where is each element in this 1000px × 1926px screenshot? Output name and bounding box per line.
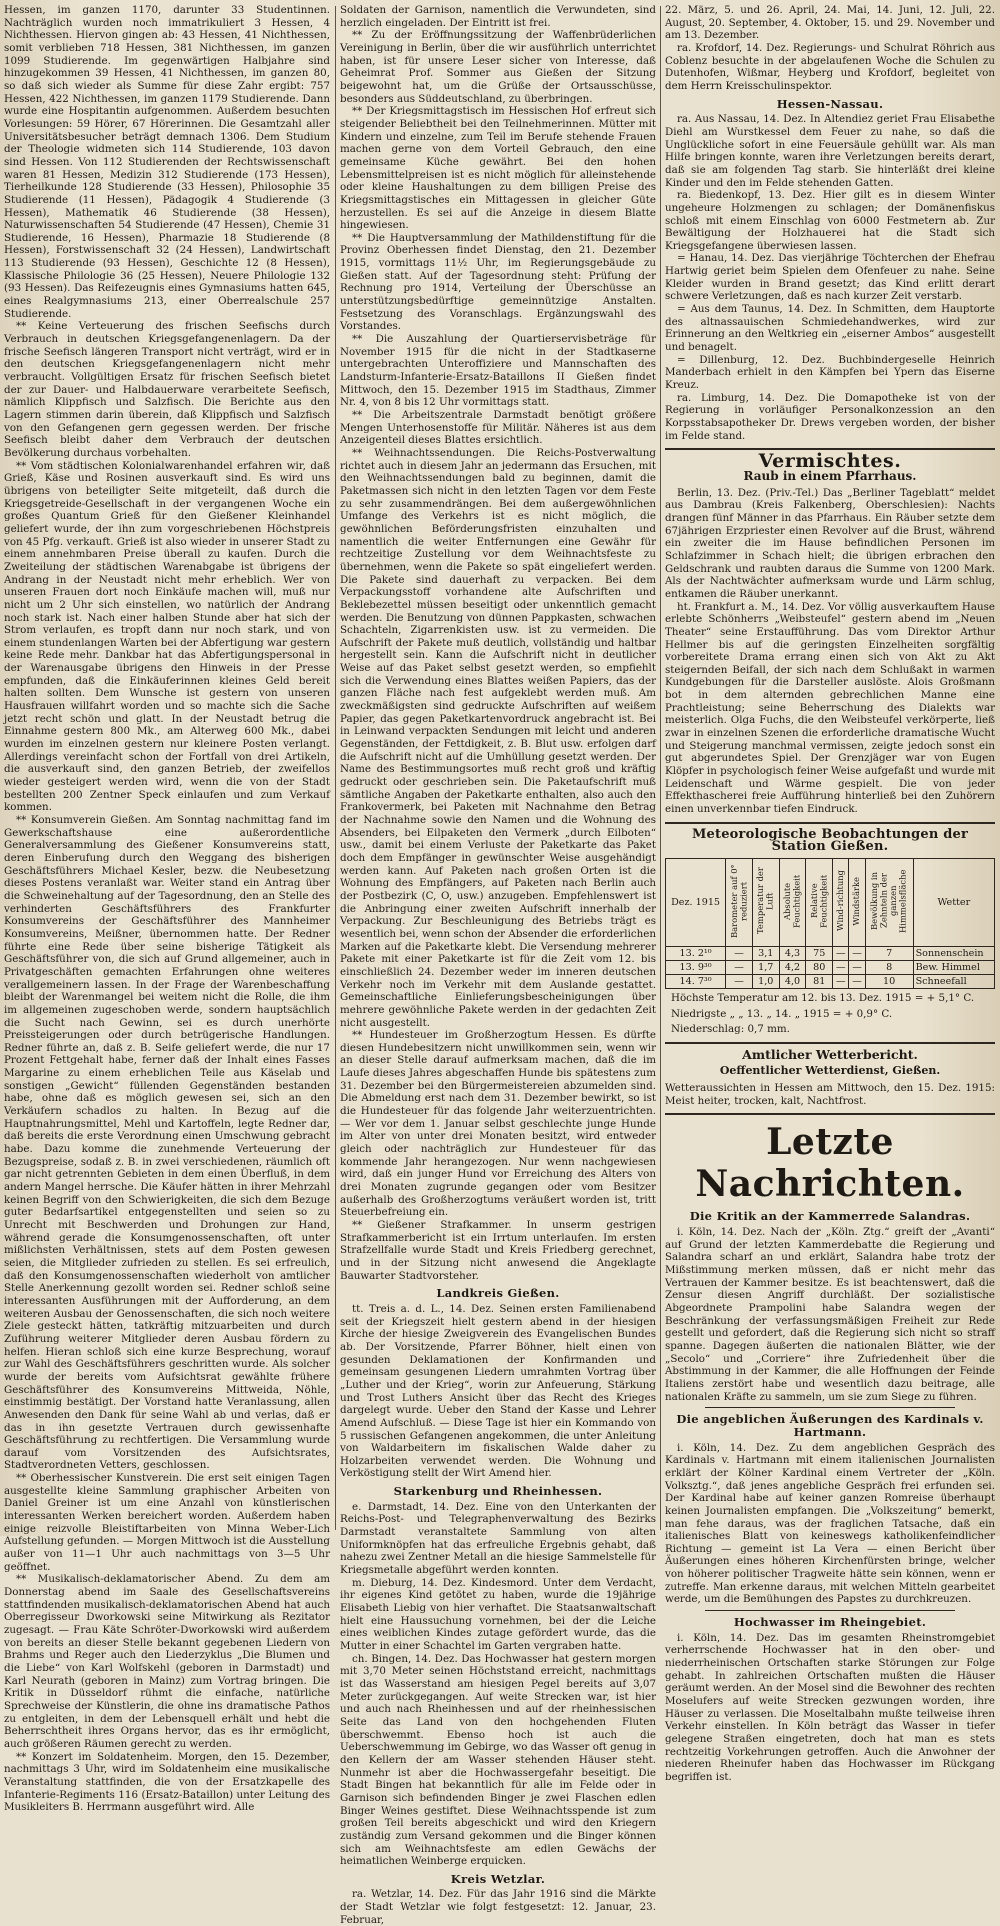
article-paragraph: ** Keine Verteuerung des frischen Seefischs durch Verbrauch in deutschen Kriegsgefangenenlagern. Da der frische Seefisch längeren Transport nicht verträgt, wird er in den deutschen Kriegsgefangenenlagern nicht mehr verbraucht. Vollgültigen Ersatz für frischen Seefisch bietet der zur Dauer- und Halbdauerware verarbeitete Seefisch, nämlich Klippfisch und Salzfisch. Die Berichte aus den Lagern stimmen darin überein, daß Klippfisch und Salzfisch von den Gefangenen gern gegessen werden. Der frische Seefisch bleibt daher dem Verbrauch der deutschen Bevölkerung durchaus vorbehalten.	[4, 320, 330, 459]
weather-stats	[665, 992, 995, 1036]
weather-col-header	[833, 859, 849, 947]
article-paragraph: ** Oberhessischer Kunstverein. Die erst seit einigen Tagen ausgestellte kleine Sammlung graphischer Arbeiten von Daniel Greiner ist um eine Anzahl von künstlerischen interessanten Werken bereichert worden. Außerdem haben einige reizvolle Bleistiftarbeiten von Minna Weber-Lich Aufstellung gefunden. — Morgen Mittwoch ist die Ausstellung außer von 11—1 Uhr auch nachmittags von 3—5 Uhr geöffnet.	[4, 1472, 330, 1573]
article-paragraph: ** Weihnachtssendungen. Die Reichs-Postverwaltung richtet auch in diesem Jahr an jedermann das Ersuchen, mit den Weihnachtssendungen bald zu beginnen, damit die Paketmassen sich nicht in den letzten Tagen vor dem Feste zu sehr zusammendrängen. Bei dem außergewöhnlichen Umfange des Verkehrs ist es nicht möglich, die gewöhnlichen Beförderungsfristen einzuhalten und namentlich die weiter Entfernungen eine Gewähr für rechtzeitige Zustellung vor dem Weihnachtsfeste zu übernehmen, wenn die Pakete so spät eingeliefert werden. Die Pakete sind dauerhaft zu verpacken. Bei dem Verpackungsstoff vorhandene alte Aufschriften und Beklebezettel müssen beseitigt oder unkenntlich gemacht werden. Die Benutzung von dünnen Pappkasten, schwachen Schachteln, Zigarrenkisten usw. ist zu vermeiden. Die Aufschrift der Pakete muß deutlich, vollständig und haltbar hergestellt sein. Kann die Aufschrift nicht in deutlicher Weise auf das Paket selbst gesetzt werden, so empfiehlt sich die Verwendung eines Blattes weißen Papiers, das der ganzen Fläche nach fest aufgeklebt werden muß. Am zweckmäßigsten sind gedruckte Aufschriften auf weißem Papier, das gegen Paketkartenvordruck angebracht ist. Bei in Leinwand verpackten Sendungen mit leicht und anderen Gegenständen, der Fettdigkeit, z. B. Blut usw. erfolgen darf die Aufschrift nicht auf die Umhüllung gesetzt werden. Der Name des Bestimmungsortes muß recht groß und kräftig gedruckt oder geschrieben sein. Die Paketaufschrift muß sämtliche Angaben der Paketkarte enthalten, also auch den Frankovermerk, bei Paketen mit Nachnahme den Betrag der Nachnahme sowie den Namen und die Wohnung des Absenders, bei Eilpaketen den Vermerk „durch Eilboten“ usw., damit bei einem Verluste der Paketkarte das Paket doch dem Empfänger in gewünschter Weise ausgehändigt werden kann. Auf Paketen nach großen Orten ist die Wohnung des Empfängers, auf Paketen nach Berlin auch der Postbezirk (C, O, usw.) anzugeben. Empfehlenswert ist die Anbringung einer zweiten Aufschrift innerhalb der Verpackung. Zur Beschleunigung des Betriebs trägt es wesentlich bei, wenn schon der Absender die erforderlichen Marken auf die Paketkarte klebt. Die Versendung mehrerer Pakete mit einer Paketkarte ist für die Zeit vom 12. bis einschließlich 24. Dezember weder im inneren deutschen Verkehr noch im Verkehr mit dem Auslande gestattet. Gemeinschaftliche Einlieferungsbescheinigungen über mehrere gewöhnliche Pakete werden in der gedachten Zeit nicht ausgestellt.	[340, 446, 656, 1029]
weather-col-header	[752, 859, 779, 947]
weather-cell: Bew. Himmel	[913, 961, 994, 975]
weather-cell: 13. 9³⁰	[666, 961, 726, 975]
article-paragraph: ra. Wetzlar, 14. Dez. Für das Jahr 1916 sind die Märkte der Stadt Wetzlar wie folgt festgesetzt: 12. Januar, 23. Februar,	[340, 1888, 656, 1926]
article-paragraph: e. Darmstadt, 14. Dez. Eine von den Unterkanten der Reichs-Post- und Telegraphenverwaltung des Bezirks Darmstadt veranstaltete Sammlung von alten Uniformknöpfen hat das erfreuliche Ergebnis gehabt, daß nahezu zwei Zentner Metall an die hiesige Sammelstelle für Kriegsmetalle abgeführt werden konnten.	[340, 1500, 656, 1577]
article-paragraph: ** Gießener Strafkammer. In unserm gestrigen Strafkammerbericht ist ein Irrtum unterlaufen. Im ersten Strafzellfalle wurde Stadt und Kreis Friedberg gerechnet, und in der Sitzung nicht anwesend die Angeklagte Bauwarter Stadtvorsteher.	[340, 1219, 656, 1282]
news-divider	[705, 1407, 955, 1408]
article-paragraph: ** Zu der Eröffnungssitzung der Waffenbrüderlichen Vereinigung in Berlin, über die wir ausführlich unterrichtet haben, ist für unsere Leser sicher von Interesse, daß Geheimrat Prof. Sommer aus Gießen der Sitzung beigewohnt hat, um die Grüße der Ortsausschüsse, besonders aus Süddeutschland, zu überbringen.	[340, 29, 656, 105]
weather-col-header-text: Wetter	[937, 897, 971, 908]
weather-cell: —	[849, 947, 865, 961]
column-rule	[335, 6, 336, 1530]
weather-cell: 10	[865, 975, 913, 989]
column-rule	[660, 6, 661, 1530]
weather-row	[666, 947, 995, 961]
weather-col-header-text: Dez. 1915	[671, 897, 721, 908]
weather-cell: Sonnenschein	[913, 947, 994, 961]
weather-service: Oeffentlicher Wetterdienst, Gießen.	[719, 1064, 941, 1078]
section-divider	[665, 822, 995, 824]
article-paragraph: i. Köln, 14. Dez. Zu dem angeblichen Gespräch des Kardinals v. Hartmann mit einem italienischen Journalisten erklärt der Kölner Kardinal einem Vertreter der „Köln. Volksztg.“, daß jenes angebliche Gespräch frei erfunden sei. Der Kardinal habe auf keiner ganzen Romreise überhaupt keinen Journalisten empfangen. Die „Volkszeitung“ bemerkt, man fehe daraus, was der fraglichen Tatsache, daß ein italienisches Blatt von keineswegs katholikenfeindlicher Richtung — gemeint ist La Vera — einen Bericht über Äußerungen eines höheren Kirchenfürsten bringe, welcher von höherer politischer Tragweite hätte sein können, wenn er zutreffe. Man erkenne daraus, mit welchen Mitteln gearbeitet werde, um die Bemühungen des Papstes zu durchkreuzen.	[665, 1441, 995, 1606]
weather-cell: 7	[865, 947, 913, 961]
weather-col-header	[865, 859, 913, 947]
article-paragraph: ** Der Kriegsmittagstisch im Hessischen Hof erfreut sich steigender Beliebtheit bei den Teilnehmerinnen. Mütter mit Kindern und einzelne, zum Teil im Berufe stehende Frauen machen gerne von dem Vorteil Gebrauch, den eine gemeinsame Küche gewährt. Bei den hohen Lebensmittelpreisen ist es nicht möglich für alleinstehende oder kleine Haushaltungen zu dem billigen Preise des Kriegsmittagstisches ein Mittagessen in gleicher Güte herzustellen. Es sei auf die Anzeige in diesem Blatte hingewiesen.	[340, 105, 656, 232]
weather-stat-line: Höchste Temperatur am 12. bis 13. Dez. 1915 = + 5,1° C.	[671, 992, 975, 1004]
section-heading-wetzlar: Kreis Wetzlar.	[450, 1871, 546, 1886]
section-divider	[665, 1042, 995, 1044]
news-heading: Die angeblichen Äußerungen des Kardinals v. Hartmann.	[676, 1412, 984, 1439]
weather-col-header-text: Relative Feuchtigkeit	[808, 874, 829, 928]
weather-col-header	[779, 859, 806, 947]
weather-table-title: Meteorologische Beobachtungen der Station Gießen.	[691, 826, 969, 855]
weather-report-title: Amtlicher Wetterbericht.	[742, 1046, 918, 1062]
article-paragraph: ** Hundesteuer im Großherzogtum Hessen. Es dürfte diesen Hundebesitzern nicht unwillkommen sein, wenn wir an dieser Stelle darauf aufmerksam machen, daß die im Laufe dieses Jahres abgeschaffen Hunde bis spätestens zum 31. Dezember bei den Bürgermeistereien abzumelden sind. Die Abmeldung erst nach dem 31. Dezember bewirkt, so ist die Hundesteuer für das folgende Jahr weiterzuentrichten. — Wer vor dem 1. Januar selbst geschlechte junge Hunde im Alter von unter drei Monaten besitzt, wird entweder gleich oder nachträglich zur Hundesteuer für das kommende Jahr herangezogen. Nur wenn nachgewiesen wird, daß ein junger Hund vor Erreichung des Alters von drei Monaten zugrunde gegangen oder vom Besitzer außerhalb des Großherzogtums veräußert worden ist, tritt Steuerbefreiung ein.	[340, 1029, 656, 1219]
article-paragraph: m. Dieburg, 14. Dez. Kindesmord. Unter dem Verdacht, ihr eigenes Kind getötet zu haben, wurde die 19jährige Elisabeth Liebig von hier verhaftet. Die Staatsanwaltschaft hielt eine Haussuchung vornehmen, bei der die Leiche eines weiblichen Kindes zutage gefördert wurde, das die Mutter in einer Schachtel im Garten vergraben hatte.	[340, 1576, 656, 1652]
weather-table	[665, 858, 995, 989]
column-right	[665, 4, 995, 1783]
weather-cell: Schneefall	[913, 975, 994, 989]
weather-cell: —	[726, 975, 753, 989]
article-paragraph: = Dillenburg, 12. Dez. Buchbindergeselle Heinrich Manderbach erhielt in den Kämpfen bei Ypern das Eiserne Kreuz.	[665, 353, 995, 392]
weather-col-header	[726, 859, 753, 947]
column-left	[4, 4, 330, 1814]
weather-cell: 80	[806, 961, 833, 975]
article-paragraph: ht. Frankfurt a. M., 14. Dez. Vor völlig ausverkauftem Hause erlebte Schönherrs „Weibsteufel“ gestern abend im „Neuen Theater“ seine Erstaufführung. Das vom Direktor Arthur Hellmer bis auf die geringsten Einzelheiten sorgfältig vorbereitete Drama errang einen sich von Akt zu Akt steigernden Beifall, der sich nach dem Schlußakt in warmen Kundgebungen für die Darsteller auslöste. Alois Großmann bot in dem alternden gebrechlichen Manne eine Prachtleistung; seine Beherrschung des Dialekts war meisterlich. Olga Fuchs, die den Weibsteufel verkörperte, ließ zwar in einzelnen Szenen die erforderliche dramatische Wucht und Steigerung manchmal vermissen, zeigte jedoch sonst ein gut abgerundetes Spiel. Der Grenzjäger war von Eugen Klöpfer in psychologisch feiner Weise aufgefaßt und wurde mit Leidenschaft und Wärme gespielt. Die von jeder Effekthascherei freie Aufführung hinterließ bei den Zuhörern einen unverkennbar tiefen Eindruck.	[665, 600, 995, 816]
section-heading-landkreis: Landkreis Gießen.	[436, 1286, 560, 1301]
article-paragraph: ra. Biedenkopf, 13. Dez. Hier gilt es in diesem Winter ungeheure Holzmengen zu schlagen; der Domänenfiskus schloß mit einem Einschlag von 6000 Festmetern ab. Zur Bewältigung der Holzhauerei hat die Stadt sich Kriegsgefangene überwiesen lassen.	[665, 189, 995, 252]
weather-col-header-text: Wind-richtung	[835, 870, 846, 932]
article-paragraph: Berlin, 13. Dez. (Priv.-Tel.) Das „Berliner Tageblatt“ meldet aus Dambrau (Kreis Falkenberg, Oberschlesien): Nachts drangen fünf Männer in das Pfarrhaus. Ein Räuber setzte dem 67jährigen Erzpriester einen Revolver auf die Brust, während ein zweiter die im Hause befindlichen Personen im Schlafzimmer in Schach hielt; die übrigen erbrachen den Geldschrank und raubten daraus die Summe von 1200 Mark. Als der Nachtwächter aufmerksam wurde und Lärm schlug, entkamen die Räuber unerkannt.	[665, 486, 995, 600]
weather-cell: 8	[865, 961, 913, 975]
subheading-raub: Raub in einem Pfarrhaus.	[743, 468, 917, 483]
weather-cell: 4,0	[779, 975, 806, 989]
column-middle	[340, 4, 656, 1926]
weather-cell: —	[849, 961, 865, 975]
article-paragraph: Hessen, im ganzen 1170, darunter 33 Studentinnen. Nachträglich wurden noch immatrikuliert 3 Hessen, 4 Nichthessen. Hiervon gingen ab: 43 Hessen, 41 Nichthessen, somit verblieben 718 Hessen, 381 Nichthessen, im ganzen 1099 Studierende. Im gegenwärtigen Halbjahre sind hinzugekommen 39 Hessen, 41 Nichthessen, im ganzen 80, so daß sich wieder als Summe für diese Zahr ergibt: 757 Hessen, 422 Nichthessen, im ganzen 1179 Studierende. Dann wurde eine Hospitantin aufgenommen. Außerdem besuchten Vorlesungen: 59 Hörer, 67 Hörerinnen. Die Gesamtzahl aller Universitätsbesucher beträgt demnach 1306. Dem Studium der Theologie widmeten sich 114 Studierende, 103 davon sind Hessen. Von 112 Studierenden der Rechtswissenschaft waren 81 Hessen, Medizin 312 Studierende (173 Hessen), Tierheilkunde 128 Studierende (33 Hessen), Philosophie 35 Studierende (11 Hessen), Pädagogik 4 Studierende (3 Hessen), Mathematik 46 Studierende (38 Hessen), Naturwissenschaften 54 Studierende (47 Hessen), Chemie 31 Studierende, 16 Hessen), Pharmazie 18 Studierende (8 Hessen), Forstwissenschaft 32 (24 Hessen), Landwirtschaft 113 Studierende (93 Hessen), Geschichte 12 (8 Hessen), Klassische Philologie 36 (25 Hessen), Neuere Philologie 132 (93 Hessen). Das Reifezeugnis eines Gymnasiums hatten 645, eines Realgymnasiums 213, einer Oberrealschule 257 Studierende.	[4, 4, 330, 320]
section-heading-hessen-nassau: Hessen-Nassau.	[776, 96, 884, 111]
article-paragraph: = Hanau, 14. Dez. Das vierjährige Töchterchen der Ehefrau Hartwig geriet beim Spielen dem Ofenfeuer zu nahe. Seine Kleider wurden in Brand gesetzt; das Kind erlitt derart schwere Verletzungen, daß es nach kurzer Zeit verstarb.	[665, 252, 995, 303]
weather-cell: —	[726, 961, 753, 975]
weather-stat-line: Niederschlag: 0,7 mm.	[671, 1023, 790, 1036]
weather-cell: 81	[806, 975, 833, 989]
weather-stat-line: Niedrigste „ „ 13. „ 14. „ 1915 = + 0,9° C.	[671, 1007, 893, 1020]
article-paragraph: = Aus dem Taunus, 14. Dez. In Schmitten, dem Hauptorte des altnassauischen Schmiedehandwerkes, wird zur Erinnerung an den Weltkrieg ein „eiserner Ambos“ ausgestellt und benagelt.	[665, 303, 995, 354]
weather-cell: —	[726, 947, 753, 961]
weather-col-header	[806, 859, 833, 947]
article-paragraph: ra. Krofdorf, 14. Dez. Regierungs- und Schulrat Röhrich aus Coblenz besuchte in der abgelaufenen Woche die Schulen zu Dutenhofen, Wißmar, Heyberg und Krofdorf, begleitet von dem Herrn Kreisschulinspektor.	[665, 41, 995, 92]
weather-row	[666, 961, 995, 975]
article-paragraph: i. Köln, 14. Dez. Das im gesamten Rheinstromgebiet verherrschende Hochwasser hat in den ober- und niederrheinischen Ortschaften starke Störungen zur Folge gehabt. In zahlreichen Ortschaften mußten die Häuser geräumt werden. An der Mosel sind die Bewohner des rechten Moselufers auf weite Strecken gezwungen worden, ihre Häuser zu verlassen. Die Moseltalbahn mußte teilweise ihren Verkehr einstellen. In Köln beträgt das Wasser in tiefer gelegene Straßen eingetreten, doch hat man es stets rechtzeitig Vorkehrungen getroffen. Auch die Anwohner der niederen Rheinufer haben das Hochwasser im Rückgang begriffen ist.	[665, 1631, 995, 1783]
article-paragraph: ** Die Arbeitszentrale Darmstadt benötigt größere Mengen Unterhosenstoffe für Militär. Näheres ist aus dem Anzeigenteil dieses Blattes ersichtlich.	[340, 409, 656, 447]
weather-cell: —	[833, 961, 849, 975]
weather-col-header	[666, 859, 726, 947]
weather-forecast: Wetteraussichten in Hessen am Mittwoch, den 15. Dez. 1915: Meist heiter, trocken, kalt, Nachtfrost.	[665, 1082, 995, 1107]
news-divider	[705, 1610, 955, 1611]
news-heading: Die Kritik an der Kammerrede Salandras.	[689, 1209, 971, 1224]
article-paragraph: ** Die Auszahlung der Quartierservisbeträge für November 1915 für die nicht in der Stadtkaserne untergebrachten Unteroffiziere und Mannschaften des Landsturm-Infanterie-Ersatz-Bataillons II Gießen findet Mittwoch, den 15. Dezember 1915 im Stadthaus, Zimmer Nr. 4, von 8 bis 12 Uhr vormittags statt.	[340, 333, 656, 409]
weather-col-header-text: Bewölkung in Zehnteln der ganzen Himmelsfläche	[869, 869, 908, 933]
article-paragraph: ** Musikalisch-deklamatorischer Abend. Zu dem am Donnerstag abend im Saale des Gesellschaftsvereins stattfindenden musikalisch-deklamatorischen Abend hat auch Oberregisseur Dworkowski seine Mitwirkung als Rezitator zugesagt. — Frau Käte Schröter-Dworkowski wird außerdem von bereits an dieser Stelle bekannt gegebenen Liedern von Brahms und Reger auch den Liederzyklus „Die Blumen und die Liebe“ von Karl Wolfskehl (geboren in Darmstadt) und Karl Neurath (geboren in Mainz) zum Vortrag bringen. Die Kritik in Düsseldorf rühmt die einfache, natürliche Sprechweise der Künstlerin, die ohne ins dramatische Pathos zu entgleiten, in dem der Lebensquell erhält und hebt die Beherrschtheit ihres Organs hervor, das es ihr ermöglicht, auch größeren Räumen gerecht zu werden.	[4, 1573, 330, 1750]
weather-cell: 75	[806, 947, 833, 961]
section-title-letzte-nachrichten: Letzte Nachrichten.	[695, 1121, 965, 1206]
weather-row	[666, 975, 995, 989]
article-paragraph: ch. Bingen, 14. Dez. Das Hochwasser hat gestern morgen mit 3,70 Meter seinen Höchststand erreicht, nachmittags ist das Wasserstand am hiesigen Pegel bereits auf 3,07 Meter zurückgegangen. Auf weite Strecken war, ist hier und auch nach Rheinhessen und auf der rheinhessischen Seite das Land von den hochgehenden Fluten überschwemmt. Ebenso hoch ist auch die Ueberschwemmung im Gebirge, wo das Wasser oft genug in den Kellern der am Wasser stehenden Häuser steht. Nunmehr ist aber die Hochwassergefahr beseitigt. Die Stadt Bingen hat bekanntlich für alle im Felde oder in Garnison sich befindenden Binger je zwei Flaschen edlen Binger Weines gestiftet. Diese Weihnachtsspende ist zum großen Teil bereits abgeschickt und wird den Kriegern zuständig zum Versand gekommen und die Binger können sich am Weihnachtsfeste am edlen Gewächs der heimatlichen Weinberge erquicken.	[340, 1652, 656, 1868]
article-paragraph: ra. Aus Nassau, 14. Dez. In Altendiez geriet Frau Elisabethe Diehl am Wurstkessel dem Feuer zu nahe, so daß die Unglückliche sofort in eine Feuersäule gehüllt war. Als man Hilfe bringen konnte, waren ihre Verletzungen bereits derart, daß sie am folgenden Tag starb. Sie hinterläßt drei kleine Kinder und den im Felde stehenden Gatten.	[665, 113, 995, 189]
article-paragraph: ** Konzert im Soldatenheim. Morgen, den 15. Dezember, nachmittags 3 Uhr, wird im Soldatenheim eine musikalische Veranstaltung stattfinden, die von der Ersatzkapelle des Infanterie-Regiments 116 (Ersatz-Bataillon) unter Leitung des Musikleiters B. Herrmann ausgeführt wird. Alle	[4, 1750, 330, 1814]
weather-cell: 3,1	[752, 947, 779, 961]
section-heading-starkenburg: Starkenburg und Rheinhessen.	[393, 1484, 603, 1499]
section-title-vermischtes: Vermischtes.	[758, 450, 902, 473]
weather-cell: 13. 2¹⁰	[666, 947, 726, 961]
weather-cell: 1,0	[752, 975, 779, 989]
article-paragraph: 22. März, 5. und 26. April, 24. Mai, 14. Juni, 12. Juli, 22. August, 20. September, 4. Oktober, 15. und 29. November und am 13. Dezember.	[665, 4, 995, 42]
article-paragraph: ra. Limburg, 14. Dez. Die Domapotheke ist von der Regierung in vorläufiger Personalkonzession an den Korpsstabsapotheker Dr. Drews vergeben worden, der bisher im Felde stand.	[665, 391, 995, 442]
weather-col-header-text: Barometer auf 0° reduziert	[728, 864, 749, 938]
news-heading: Hochwasser im Rheingebiet.	[733, 1615, 927, 1630]
weather-col-header-text: Temperatur der Luft	[755, 867, 775, 935]
article-paragraph: ** Die Hauptversammlung der Mathildenstiftung für die Provinz Oberhessen findet Dienstag, den 21. Dezember 1915, vormittags 11½ Uhr, im Regierungsgebäude zu Gießen statt. Auf der Tagesordnung steht: Prüfung der Rechnung pro 1914, Verteilung der Überschüsse an unterstützungsbedürftige gemeinnützige Anstalten. Festsetzung des Voranschlags. Ergänzungswahl des Vorstandes.	[340, 231, 656, 333]
article-paragraph: i. Köln, 14. Dez. Nach der „Köln. Ztg.“ greift der „Avanti“ auf Grund der letzten Kammerdebatte die Regierung und Salandra scharf an und erklärt, Salandra habe trotz der Mißstimmung merken müssen, daß er nicht mehr das Vertrauen der Kammer besitze. Es ist beachtenswert, daß die Zensur diesen Angriff durchläßt. Der sozialistische Abgeordnete Prampolini habe Salandra wegen der Beschränkung der verfassungsmäßigen Freiheit zur Rede gestellt und gefordert, daß die Regierung sich nicht so straff spanne. Dagegen äußerten die nationalen Blätter, wie der „Secolo“ und „Corriere“ ihre Zufriedenheit über die Abstimmung in der Kammer, die alle Hoffnungen der Feinde Italiens zerstört habe und wesentlich dazu beitrage, alle nationalen Kräfte zu sammeln, um sie zum Siege zu führen.	[665, 1226, 995, 1403]
weather-cell: 4,2	[779, 961, 806, 975]
weather-col-header-text: Absolute Feuchtigkeit	[782, 874, 802, 928]
weather-col-header	[913, 859, 994, 947]
weather-cell: —	[833, 975, 849, 989]
weather-col-header-text: Windstärke	[851, 876, 862, 926]
weather-cell: —	[833, 947, 849, 961]
section-divider	[665, 1113, 995, 1115]
weather-cell: 4,3	[779, 947, 806, 961]
weather-cell: 1,7	[752, 961, 779, 975]
article-paragraph: Soldaten der Garnison, namentlich die Verwundeten, sind herzlich eingeladen. Der Eintritt ist frei.	[340, 4, 656, 29]
weather-cell: 14. 7³⁰	[666, 975, 726, 989]
article-paragraph: tt. Treis a. d. L., 14. Dez. Seinen ersten Familienabend seit der Kriegszeit hielt gestern abend in der hiesigen Kirche der hiesige Zweigverein des Evangelischen Bundes ab. Der Vorsitzende, Pfarrer Böhner, hielt einen von gesunden Deklamationen der Konfirmanden und gemeinsam gesungenen Liedern umrahmten Vortrag über „Luther und der Krieg“, worin zur Anfeuerung, Stärkung und Trost Luthers Ansicht über das Recht des Krieges dargelegt wurde. Ueber den Stand der Kasse und Lehrer Amend Aufschluß. — Diese Tage ist hier ein Kommando von 5 russischen Gefangenen angekommen, die unter Anleitung von Waldarbeitern im fiskalischen Walde daher zu Holzarbeiten verwendet werden. Die Wohnung und Verköstigung stellt der Wirt Amend hier.	[340, 1302, 656, 1480]
weather-cell: —	[849, 975, 865, 989]
article-paragraph: ** Vom städtischen Kolonialwarenhandel erfahren wir, daß Grieß, Käse und Rosinen ausverkauft sind. Es wird uns übrigens von beteiligter Seite mitgeteilt, daß durch die Kriegsgetreide-Gesellschaft in der vergangenen Woche ein großes Quantum Grieß für den Gießener Kleinhandel geliefert wurde, der ihn zum vorgeschriebenen Höchstpreis von 45 Pfg. verkauft. Grieß ist also wieder in unserer Stadt zu einem annehmbaren Preise überall zu kaufen. Durch die Zweiteilung der städtischen Warenabgabe ist übrigens der Andrang in der Neustadt nicht mehr erheblich. Wer von unseren Frauen dort noch Einkäufe machen will, muß nur nicht um 2 Uhr sich einstellen, wo natürlich der Andrang noch stark ist. Nach einer halben Stunde aber hat sich der Strom verlaufen, es tropft dann nur noch stark, und von einem stundenlangen Warten bei der Abfertigung war gestern keine Rede mehr. Dankbar hat das Abfertigungspersonal in der Warenausgabe übrigens den Hinweis in der Presse empfunden, daß die Einkäuferinnen kleines Geld bereit halten sollten. Dem Wunsche ist gestern von unseren Hausfrauen willfahrt worden und so machte sich die Sache jetzt recht schön und glatt. In der Neustadt betrug die Einnahme gestern 800 Mk., am Alterweg 600 Mk., dabei wurden im einzelnen gestern nur kleinere Posten verlangt. Allerdings vereinfacht schon der Fortfall von drei Artikeln, die ausverkauft sind, den ganzen Betrieb, der zweifellos wieder gesteigert werden wird, wenn die von der Stadt bestellten 200 Zentner Speck einlaufen und zum Verkauf kommen.	[4, 459, 330, 814]
weather-col-header	[849, 859, 865, 947]
article-paragraph: ** Konsumverein Gießen. Am Sonntag nachmittag fand im Gewerkschaftshause eine außerordentliche Generalversammlung des Gießener Konsumvereins statt, deren Einberufung durch den Weggang des bisherigen Geschäftsführers Michael Kesler, bezw. die Neubesetzung dieses Postens veranlaßt war. Weiter stand ein Antrag über die Schweinehaltung auf der Tagesordnung, den an Stelle des verhinderten Geschäftsführers des Frankfurter Konsumvereins der Geschäftsführer des Mannheimer Konsumvereins, Meißner, übernommen hatte. Der Redner führte eine Rede über seine bisherige Tätigkeit als Geschäftsführer von, die sich auf Grund allgemeiner, auch in Privatgeschäften gemachten Erfahrungen ohne weiteres verallgemeinern lassen. In der Frage der Warenbeschaffung bleibt der Warenmangel bei weitem nicht die Rolle, die ihm im allgemeinen zugeschoben werde, sondern hauptsächlich die Sucht nach Gewinn, sei es durch unerhörte Preissteigerungen oder durch betrügerische Handlungen. Redner führte an, daß z. B. Seife geliefert werde, die nur 17 Prozent Fettgehalt habe, ferner daß der Inhalt eines Fasses Margarine zu einem erheblichen Teile aus Käselab und sonstigen „Gewicht“ füllenden Gegenständen bestanden habe, ohne daß es möglich gewesen sei, sich an den Verkäufern schadlos zu halten. In Bezug auf die Hauptnahrungsmittel, Mehl und Kartoffeln, legte Redner dar, daß bereits die erste Verordnung einen Umschwung gebracht habe. Dazu komme die zunehmende Verteuerung der Bezugspreise, sodaß z. B. in zwei verschiedenen, räumlich oft gar nicht getrennten Gebieten in dem einen Überfluß, in dem andern Mangel herrsche. Die Käufer hätten in ihrer Mehrzahl keinen Begriff von den Schwierigkeiten, die sich dem Bezuge guter Bedarfsartikel entgegenstellten und seien so zu Unrecht mit Beschwerden und Drohungen zur Hand, während gerade die Konsumgenossenschaften, oft unter mißlichsten Verhältnissen, stets auf dem Posten gewesen seien, die Mitglieder zufrieden zu stellen. Es sei erfreulich, daß den Konsumgenossenschaften wiederholt von amtlicher Stelle Anerkennung gezollt worden sei. Redner schloß seine interessanten Ausführungen mit der Aufforderung, an dem weiteren Ausbau der Genossenschaften, die sich noch weitere Ziele gesteckt hätten, tatkräftig mitzuarbeiten und durch Zuführung weiterer Mitglieder deren Ausbau fördern zu helfen. Hieran schloß sich eine kurze Besprechung, worauf zur Wahl des Geschäftsführers geschritten wurde. Als solcher wurde der bereits vom Aufsichtsrat gewählte frühere Geschäftsführer des Konsumvereins Mittweida, Nöhle, einstimmig bestätigt. Der Vorstand hatte Veranlassung, allen Anwesenden den Dank für seine Wahl ab und verlas, daß er das in ihn gesetzte Vertrauen durch gewissenhafte Geschäftsführung zu rechtfertigen. Die Versammlung wurde darauf vom Vorsitzenden des Aufsichtsrates, Stadtverordneten Vetters, geschlossen.	[4, 814, 330, 1472]
